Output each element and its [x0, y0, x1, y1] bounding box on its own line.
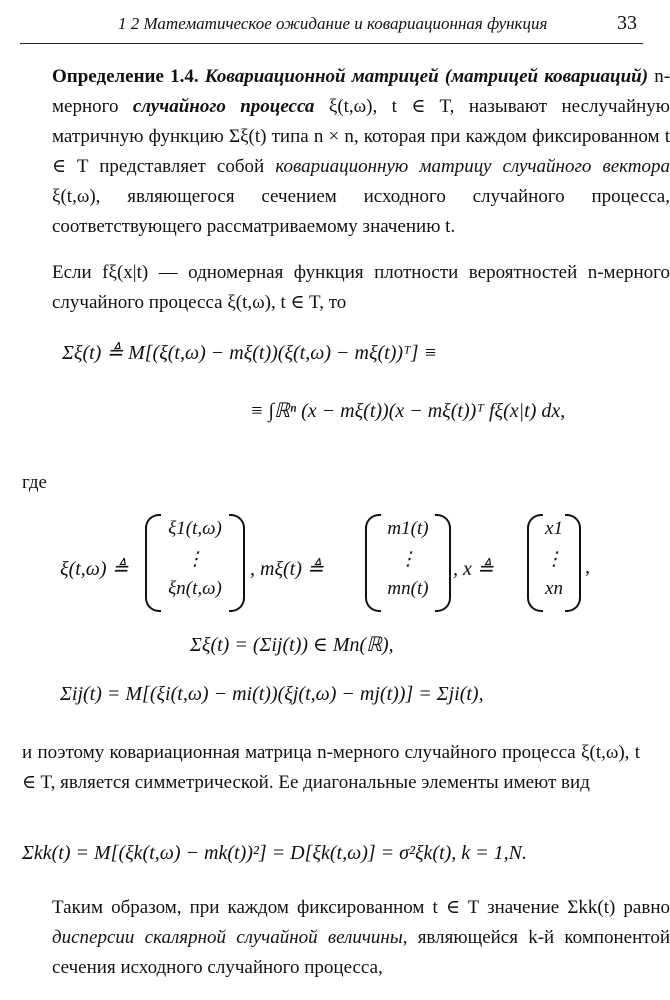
running-header: [0, 12, 663, 38]
definition-term-alt: (матрицей ковариаций): [444, 66, 649, 87]
vector-cell: ⋮: [185, 549, 205, 570]
definition-term: Ковариационной матрицей: [204, 66, 439, 87]
right-paren: [229, 514, 245, 612]
definition-text-b: ξ(t,ω), t ∈ T, называют неслучайную матричную функцию Σξ(t) типа n × n, которая при каждом фиксированном t ∈ T представляет собой: [52, 96, 670, 177]
vector-cell: ⋮: [544, 549, 564, 570]
variance-term: дисперсии скалярной случайной величины: [52, 927, 403, 948]
conclusion-text-b: , являющейся k-й компонентой сечения исходного случайного процесса,: [52, 927, 670, 978]
process-term: случайного процесса: [132, 96, 315, 117]
definition-paragraph: [22, 62, 670, 242]
page-number: 33: [617, 12, 637, 34]
xi-lhs: ξ(t,ω) ≜: [60, 558, 129, 580]
vector-cell: mn(t): [387, 578, 429, 599]
right-paren: [565, 514, 581, 612]
covariance-term: ковариационную матрицу случайного вектора: [275, 156, 670, 177]
equation-covariance-integral: ≡ ∫ℝⁿ (x − mξ(t))(x − mξ(t))ᵀ fξ(x|t) dx,: [250, 400, 566, 422]
where-label: где: [22, 472, 47, 493]
vector-cell: x1: [545, 518, 563, 539]
equation-vectors: [60, 556, 128, 581]
equation-matrix-elements: Σξ(t) = (Σij(t)) ∈ Mn(ℝ),: [190, 634, 394, 656]
right-paren: [435, 514, 451, 612]
m-vector: [365, 514, 451, 610]
trailing-comma: ,: [585, 556, 590, 578]
density-paragraph: Если fξ(x|t) — одномерная функция плотности вероятностей n-мерного случайного процесса ξ(t,ω), t ∈ T, то: [52, 262, 670, 313]
m-lhs: , mξ(t) ≜: [250, 558, 324, 580]
vector-cell: ξ1(t,ω): [168, 518, 222, 539]
equation-diagonal: Σkk(t) = M[(ξk(t,ω) − mk(t))²] = D[ξk(t,ω)] = σ²ξk(t), k = 1,N.: [22, 842, 528, 864]
x-vector: [527, 514, 581, 610]
conclusion-text-a: Таким образом, при каждом фиксированном t ∈ T значение Σkk(t) равно: [52, 897, 670, 918]
vector-cell: ⋮: [398, 549, 418, 570]
vector-cell: xn: [545, 578, 563, 599]
symmetry-paragraph: и поэтому ковариационная матрица n-мерного случайного процесса ξ(t,ω), t ∈ T, является симметрической. Ее диагональные элементы имеют вид: [22, 742, 640, 793]
x-lhs: , x ≜: [453, 558, 494, 580]
vector-cell: ξn(t,ω): [168, 578, 222, 599]
conclusion-paragraph: [22, 893, 670, 983]
equation-covariance-def: Σξ(t) ≜ M[(ξ(t,ω) − mξ(t))(ξ(t,ω) − mξ(t))ᵀ] ≡: [62, 342, 438, 364]
header-rule: [20, 43, 643, 44]
definition-text-c: ξ(t,ω), являющегося сечением исходного случайного процесса, соответствующего рассматриваемому значению t.: [52, 186, 670, 237]
equation-symmetry: Σij(t) = M[(ξi(t,ω) − mi(t))(ξj(t,ω) − mj(t))] = Σji(t),: [60, 683, 484, 705]
xi-vector: [145, 514, 245, 610]
definition-label: Определение 1.4.: [52, 66, 199, 87]
header-title: 1 2 Математическое ожидание и ковариационная функция: [118, 14, 548, 33]
definition-text-a: n-мерного: [52, 66, 670, 117]
vector-cell: m1(t): [387, 518, 429, 539]
